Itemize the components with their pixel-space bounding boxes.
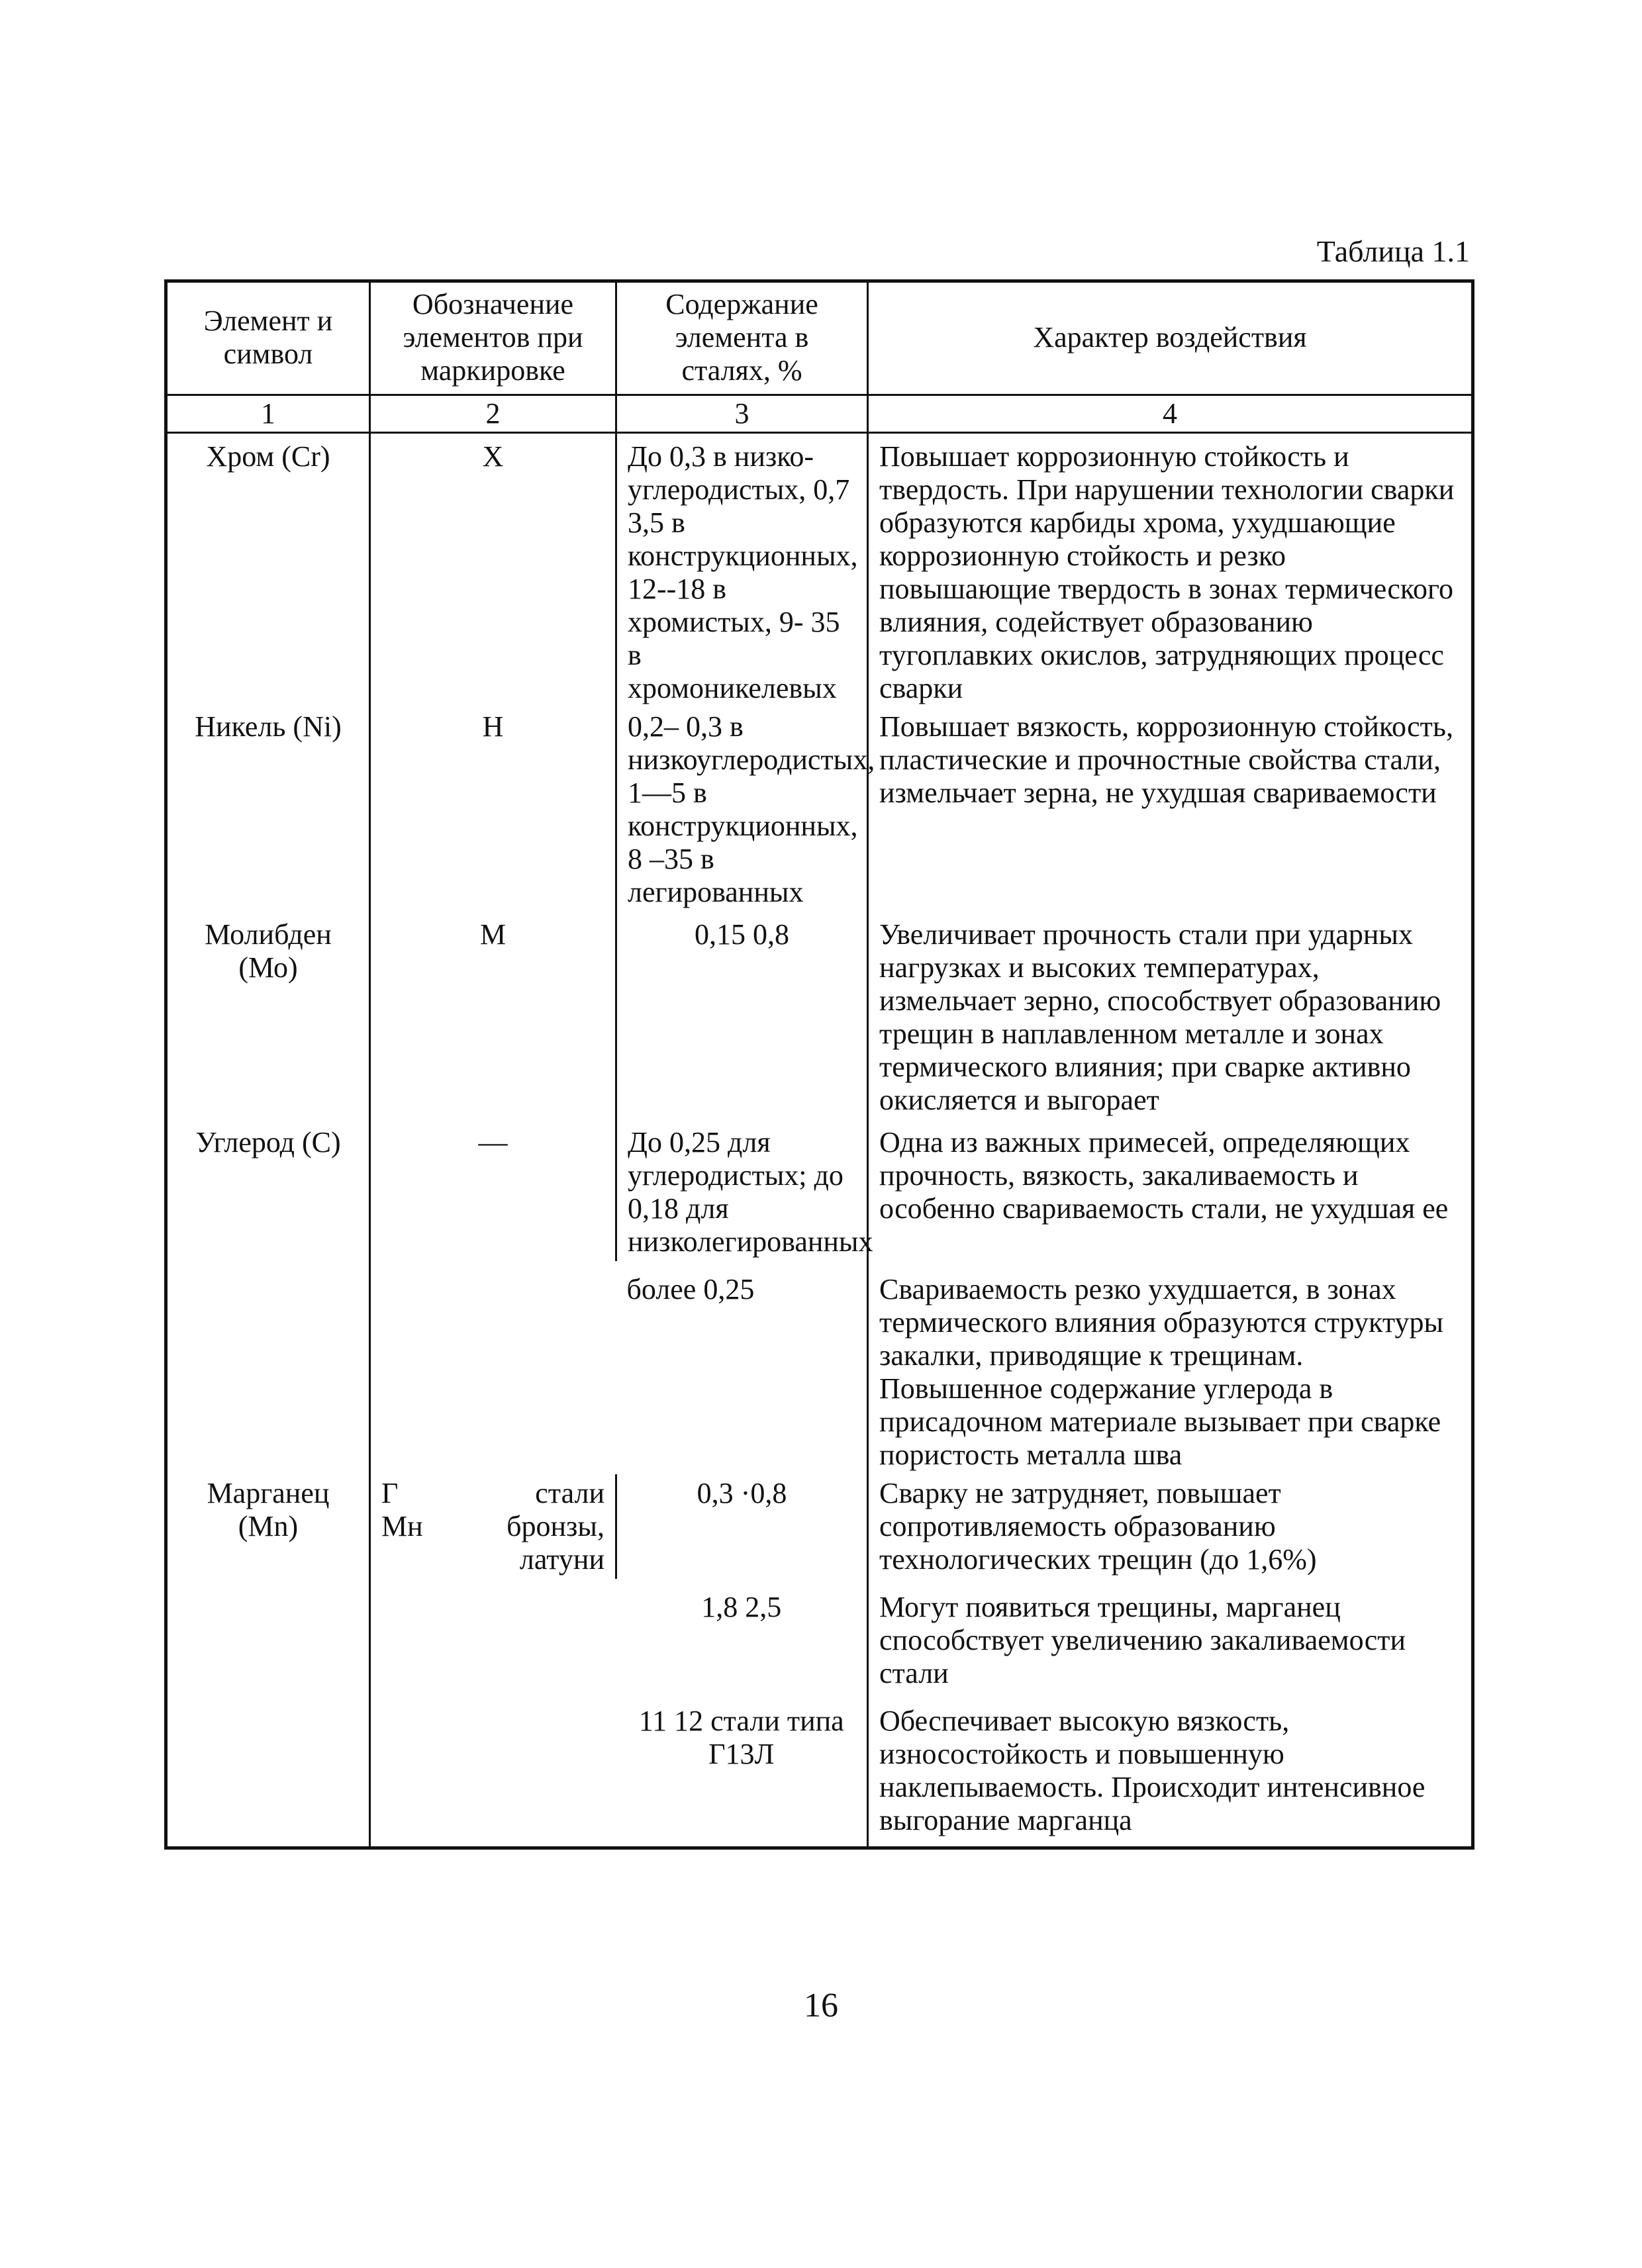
effect-cell: Свариваемость резко ухудшается, в зонах термического влияния образуются структуры закалки, приводящие к трещинам. Повышенное содержание углерода в присадочном материале вызывает при сварке пористость металла шва [868,1261,1473,1474]
effect-cell: Повышает вязкость, коррозионную стойкость, пластические и прочностные свойства стали, измельчает зерна, не ухудшая свариваемости [868,708,1473,912]
column-number: 1 [166,395,370,433]
table-row-nickel [166,708,1473,912]
element-cell: Марганец (Mn) [207,1477,330,1542]
element-cell: Углерод (С) [195,1126,341,1158]
header-marking: Обозначение элементов при маркировке [370,281,616,395]
marking-symbol: Г [381,1477,399,1509]
element-cell: Никель (Ni) [195,710,342,743]
marking-label: бронзы, латуни [507,1510,604,1576]
content-cell: До 0,25 для углеродистых; до 0,18 для низколегированных [616,1119,868,1261]
effect-cell: Повышает коррозионную стойкость и твердость. При нарушении технологии сварки образуются карбиды хрома, ухудшающие коррозионную стойкость и резко повышающие твердость в зонах термического влияния, содействует образованию тугоплавких окислов, затрудняющих процесс сварки [868,433,1473,708]
content-cell: До 0,3 в низко-углеродистых, 0,7 3,5 в конструкционных, 12--18 в хромистых, 9- 35 в хромоникелевых [616,433,868,708]
marking-bronze [381,1510,604,1576]
column-number-row [166,395,1473,433]
header-effect: Характер воздействия [868,281,1473,395]
marking-cell: М [370,912,616,1119]
effect-cell: Могут появиться трещины, марганец способствует увеличению закаливаемости стали [868,1579,1473,1693]
table-row-molybdenum [166,912,1473,1119]
table-row-chrome [166,433,1473,708]
element-cell: Хром (Cr) [206,440,330,473]
effect-cell: Сварку не затрудняет, повышает сопротивляемость образованию технологических трещин (до 1,6%) [868,1474,1473,1579]
element-cell: Молибден (Мо) [205,918,332,984]
marking-symbol: Мн [381,1510,423,1542]
table-row-carbon [166,1119,1473,1261]
table-row-manganese [166,1474,1473,1579]
marking-cell: — [370,1119,616,1474]
marking-cell: Н [370,708,616,912]
table-header-row [166,281,1473,395]
header-content: Содержание элемента в сталях, % [616,281,868,395]
content-cell: 0,3 ·0,8 [616,1474,868,1579]
marking-steel [381,1477,604,1510]
effect-cell: Обеспечивает высокую вязкость, износостойкость и повышенную наклепываемость. Происходит интенсивное выгорание марганца [868,1693,1473,1848]
page-number: 16 [804,1987,838,2024]
content-cell: 1,8 2,5 [701,1591,782,1623]
column-number: 3 [616,395,868,433]
effect-cell: Увеличивает прочность стали при ударных нагрузках и высоких температурах, измельчает зерно, способствует образованию трещин в наплавленном металле и зонах термического влияния; при сварке активно окисляется и выгорает [868,912,1473,1119]
content-cell: 11 12 стали типа Г13Л [638,1705,844,1770]
content-cell: 0,15 0,8 [616,912,868,1119]
column-number: 4 [868,395,1473,433]
content-cell: 0,2– 0,3 в низкоуглеродистых, 1—5 в конструкционных, 8 –35 в легированных [616,708,868,912]
effect-cell: Одна из важных примесей, определяющих прочность, вязкость, закаливаемость и особенно свариваемость стали, не ухудшая ее [868,1119,1473,1261]
steel-elements-table [164,279,1474,1850]
marking-label: стали [535,1477,604,1509]
header-element: Элемент и символ [166,281,370,395]
column-number: 2 [370,395,616,433]
content-cell: более 0,25 [626,1273,755,1305]
table-caption: Таблица 1.1 [1316,234,1470,268]
marking-cell [370,1474,616,1848]
marking-cell: Х [370,433,616,708]
